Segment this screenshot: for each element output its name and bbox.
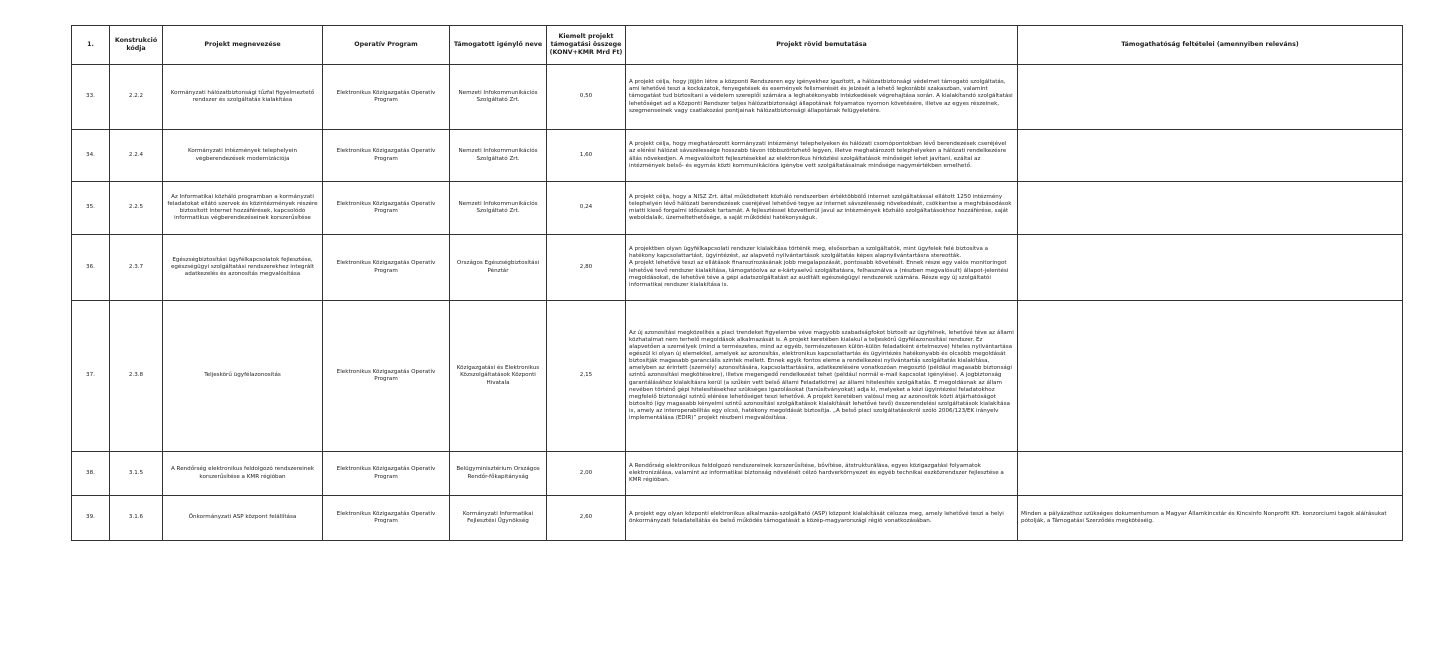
row-amount: 0,50 — [547, 65, 626, 130]
header-cond: Támogathatóság feltételei (amennyiben releváns) — [1018, 26, 1403, 65]
table-row — [72, 496, 1403, 541]
row-code: 3.1.6 — [110, 496, 163, 541]
row-code: 2.2.2 — [110, 65, 163, 130]
table-row — [72, 182, 1403, 235]
row-op: Elektronikus Közigazgatás Operatív Program — [323, 182, 450, 235]
row-name: Teljeskörű ügyfélazonosítás — [163, 301, 323, 452]
row-applicant: Kormányzati Informatikai Fejlesztési Ügynökség — [450, 496, 547, 541]
table-row — [72, 301, 1403, 452]
row-op: Elektronikus Közigazgatás Operatív Program — [323, 452, 450, 496]
row-applicant: Nemzeti Infokommunikációs Szolgáltató Zrt. — [450, 182, 547, 235]
row-cond — [1018, 65, 1403, 130]
row-num: 35. — [72, 182, 110, 235]
row-amount: 2,60 — [547, 496, 626, 541]
row-desc: A Rendőrség elektronikus feldolgozó rendszereinek korszerűsítése, bővítése, átstrukturálása, egyes közigazgatási folyamatok elektronizálása, valamint az informatikai biztonság növelését célzó hardverkörnyezet és egyéb technikai eszközrendszer fejlesztése a KMR régióban. — [626, 452, 1018, 496]
row-amount: 0,24 — [547, 182, 626, 235]
row-op: Elektronikus Közigazgatás Operatív Program — [323, 301, 450, 452]
row-desc: A projekt célja, hogy meghatározott kormányzati intézményi telephelyeken és hálózati csomópontokban lévő berendezések cseréjével az elérési hálózat sávszélessége hosszabb távon többszörözhető legyen, illetve meghatározott telephelyeken a hálózati rendelkezésre állás növekedjen. A megvalósított fejlesztésekkel az elektronikus hírközlési szolgáltatások minőségét lehet javítani, ezáltal az intézmények belső- és egymás közti kommunikációra igénybe vett szolgáltatásainak minősége nagymértékben emelhető. — [626, 130, 1018, 182]
row-desc: A projektben olyan ügyfélkapcsolati rendszer kialakítása történik meg, elsősorban a szolgáltatók, mint ügyfelek felé biztosítva a hatékony kapcsolattartást, ügyintézést, az alapvető nyilvántartások szolgáltatás képes alapnyilvántartásra stereották. A projekt lehetővé teszi az ellátások finanszírozásának jobb megalapozását, pontosabb követését. Ennek része egy valós monitoringot lehetővé tevő rendszer kialakítása, támogatóolva az e-kártyaelvű szolgáltatásra, felhasználva a (részben megvalósult) állapot-jelentési megoldásokat, de lehetővé téve a gépi adatszolgáltatást az auditált egészségügyi rendszerek számára. Része egy új szolgáltatói informatikai rendszer kialakítása is. — [626, 235, 1018, 301]
row-name: Önkormányzati ASP központ felállítása — [163, 496, 323, 541]
table-row — [72, 130, 1403, 182]
row-applicant: Nemzeti Infokommunikációs Szolgáltató Zrt. — [450, 65, 547, 130]
row-desc: A projekt egy olyan központi elektronikus alkalmazás-szolgáltató (ASP) központ kialakítását célozza meg, amely lehetővé teszi a helyi önkormányzati feladatellátás és belső működés támogatását a közép-magyarországi régió vonatkozásában. — [626, 496, 1018, 541]
row-code: 3.1.5 — [110, 452, 163, 496]
row-op: Elektronikus Közigazgatás Operatív Program — [323, 65, 450, 130]
header-amount: Kiemelt projekt támogatási összege (KONV+KMR Mrd Ft) — [547, 26, 626, 65]
header-row — [72, 26, 1403, 65]
row-num: 39. — [72, 496, 110, 541]
table-row — [72, 235, 1403, 301]
row-amount: 2,00 — [547, 452, 626, 496]
row-amount: 1,60 — [547, 130, 626, 182]
row-cond — [1018, 235, 1403, 301]
header-op: Operatív Program — [323, 26, 450, 65]
row-code: 2.2.4 — [110, 130, 163, 182]
row-desc: A projekt célja, hogy a NISZ Zrt. által működtetett közháló rendszerben értéktöbbölő internet szolgáltatással ellátott 1250 intézmény telephelyén lévő hálózati berendezések cseréjével lehetővé tegye az internet sávszélesség növekedését, csökkentse a meghibásodások miatti kieső forgalmi időszakok tartamát. A fejlesztéssel közvetlenül javul az intézmények közháló szolgáltatásokhoz hozzáférése, saját weboldalaik, üzemeltethetősége, a saját működési hatékonyságuk. — [626, 182, 1018, 235]
header-name: Projekt megnevezése — [163, 26, 323, 65]
row-name: Kormányzati intézmények telephelyein végberendezések modernizációja — [163, 130, 323, 182]
header-code: Konstrukció kódja — [110, 26, 163, 65]
row-code: 2.3.8 — [110, 301, 163, 452]
row-cond: Minden a pályázathoz szükséges dokumentumon a Magyar Államkincstár és Kincsinfo Nonprofit Kft. konzorciumi tagok aláírásukat pótolják, a Támogatási Szerződés megkötéséig. — [1018, 496, 1403, 541]
row-name: Egészségbiztosítási ügyfélkapcsolatok fejlesztése, egészségügyi szolgáltatási rendszerekhez integrált adatkezelés és azonosítás megvalósítása — [163, 235, 323, 301]
row-code: 2.2.5 — [110, 182, 163, 235]
row-num: 37. — [72, 301, 110, 452]
row-num: 38. — [72, 452, 110, 496]
row-applicant: Nemzeti Infokommunikációs Szolgáltató Zrt. — [450, 130, 547, 182]
row-num: 34. — [72, 130, 110, 182]
row-code: 2.3.7 — [110, 235, 163, 301]
row-cond — [1018, 301, 1403, 452]
row-name: A Rendőrség elektronikus feldolgozó rendszereinek korszerűsítése a KMR régióban — [163, 452, 323, 496]
row-applicant: Országos Egészségbiztosítási Pénztár — [450, 235, 547, 301]
row-cond — [1018, 452, 1403, 496]
row-amount: 2,15 — [547, 301, 626, 452]
header-applicant: Támogatott igénylő neve — [450, 26, 547, 65]
table-row — [72, 65, 1403, 130]
row-num: 33. — [72, 65, 110, 130]
row-desc: A projekt célja, hogy jöjjön létre a központi Rendszeren egy igényekhez igazított, a hálózatbiztonsági védelmet támogató szolgáltatás, ami lehetővé teszi a kockázatok, fenyegetések és események felismerését és jelzését a lehető legkorábbi szakaszban, valamint támogatást tud biztosítani a védelem szereplői számára a leghatékonyabb intézkedések végrehajtása során. A kialakítandó szolgáltatási lehetőséget ad a Központi Rendszer teljes hálózatbiztonsági állapotának folyamatos nyomon követésére, illetve az egyes részeinek, szegmenseinek vagy csatlakozási pontjainak hálózatbiztonsági állapotának felügyeletére. — [626, 65, 1018, 130]
projects-table — [71, 25, 1403, 541]
row-name: Kormányzati hálózatbiztonsági tűzfal figyelmeztető rendszer és szolgáltatás kialakítása — [163, 65, 323, 130]
row-op: Elektronikus Közigazgatás Operatív Program — [323, 235, 450, 301]
header-desc: Projekt rövid bemutatása — [626, 26, 1018, 65]
row-op: Elektronikus Közigazgatás Operatív Program — [323, 496, 450, 541]
row-applicant: Belügyminisztérium Országos Rendőr-főkapitányság — [450, 452, 547, 496]
row-amount: 2,80 — [547, 235, 626, 301]
row-cond — [1018, 182, 1403, 235]
row-name: Az Informatikai közháló programban a kormányzati feladatokat ellátó szervek és közintézmények részére biztosított internet hozzáférések, kapcsolódó informatikus végberendezéseinek korszerűsítése — [163, 182, 323, 235]
row-cond — [1018, 130, 1403, 182]
row-desc: Az új azonosítási megközelítés a piaci trendeket figyelembe véve magyobb szabadságfokot biztosít az ügyfélnek, lehetővé téve az állami közhatalmat nem terhelő megoldások alkalmazását is. A projekt keretében kialakul a teljeskörű ügyfélazonosítási rendszer. Ez alapvetően a személyek (mind a természetes, mind az egyéb, természetesen külön-külön feladatként értelmezve) hiteles nyilvántartása egészül ki olyan új elemekkel, amelyek az azonosítás, elektronikus kapcsolattartás és ügyintézés hatékonyabb és olcsóbb megoldását biztosítják magasabb garanciális szintek mellett. Ennek egyik fontos eleme a rendelkezési nyilvántartás szolgáltatás kialakítása, amelyben az érintett (személy) azonosítására, kapcsolattartására, adatkezelésére vonatkozóan megosztó (például magasabb biztonsági szintű azonosítási megkötésekre), illetve megengedő rendelkezést tehet (például normál e-mail kapcsolat igénylése). A jogbiztonság garantálásához kialakításra kerül (a szűkén vett belső állami Feladatkörre) az állami hitelesítés szolgáltatás. E megoldásnak az állam nevében történő gépi hitelesítésekhez szükséges igazolásokat (tanúsítványokat) adja ki, melyeket a kézi ügyintézési feladatokhoz megfelelő biztonsági szintű elérése lehetőséget teszi lehetővé. A projekt keretében valósul meg az azonosítók közti átjárhatóságot biztosító (így magasabb kényelmi szintű azonosítási szolgáltatások kialakítását lehetővé tevő) összerendelési szolgáltatások kialakítása is, amely az interoperabilitás egy olcsó, hatékony megoldását biztosítja. „A belső piaci szolgáltatásokról szóló 2006/123/EK irányelv implementálása (EDIR)” projekt részbeni megvalósítása. — [626, 301, 1018, 452]
header-num: 1. — [72, 26, 110, 65]
row-applicant: Közigazgatási és Elektronikus Közszolgáltatások Központi Hivatala — [450, 301, 547, 452]
row-op: Elektronikus Közigazgatás Operatív Program — [323, 130, 450, 182]
table-row — [72, 452, 1403, 496]
row-num: 36. — [72, 235, 110, 301]
